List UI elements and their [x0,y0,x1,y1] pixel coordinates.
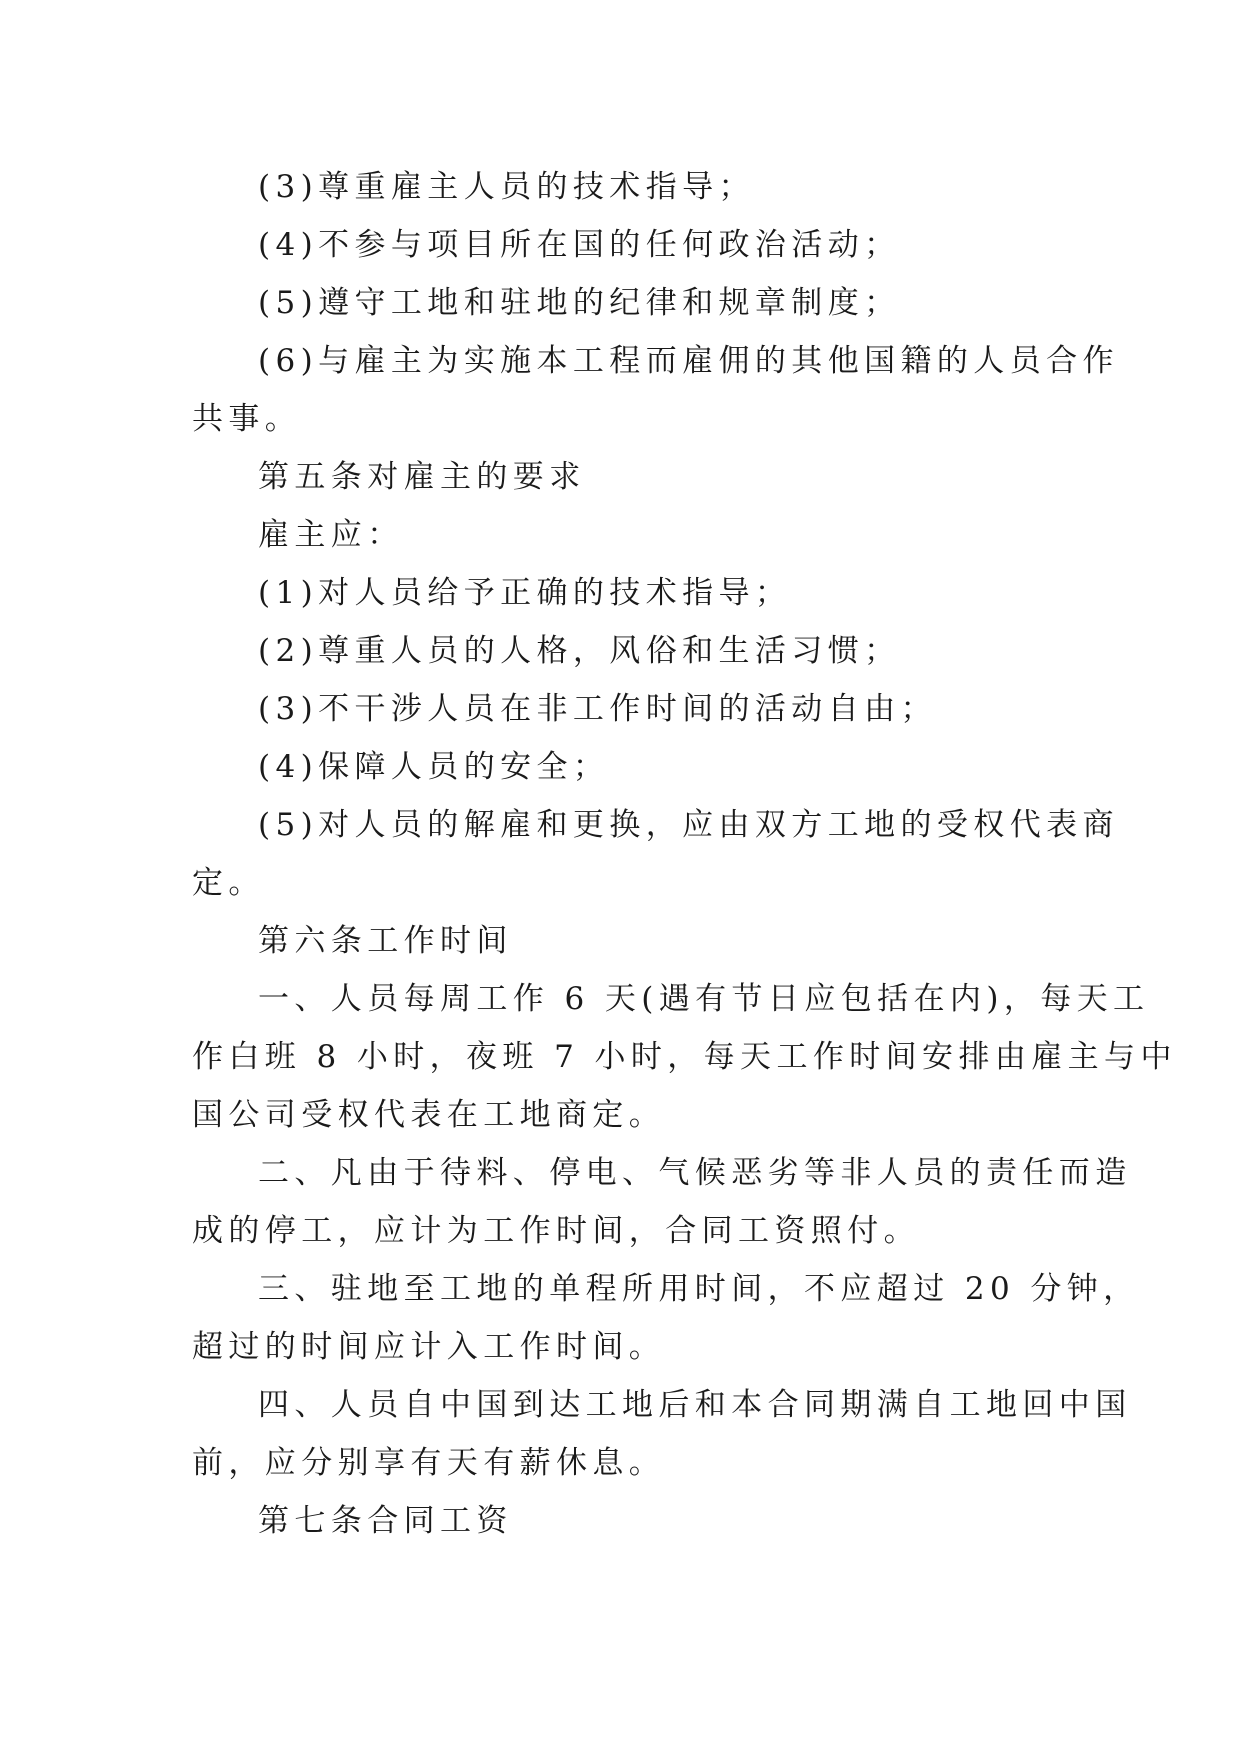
employer-item-1: (1)对人员给予正确的技术指导； [258,575,792,611]
employer-item-4: (4)保障人员的安全； [258,749,610,785]
clause-item-4: (4)不参与项目所在国的任何政治活动； [258,227,901,263]
clause-item-6-continued: 共事。 [192,401,302,437]
employer-item-2: (2)尊重人员的人格，风俗和生活习惯； [258,633,901,669]
clause-item-6: (6)与雇主为实施本工程而雇佣的其他国籍的人员合作 [258,343,1119,379]
work-time-para-1-line-2: 作白班 8 小时，夜班 7 小时，每天工作时间安排由雇主与中 [192,1039,1177,1075]
work-time-para-4-line-2: 前，应分别享有天有薪休息。 [192,1445,666,1481]
clause-item-5: (5)遵守工地和驻地的纪律和规章制度； [258,285,901,321]
employer-item-3: (3)不干涉人员在非工作时间的活动自由； [258,691,937,727]
document-body [192,158,1177,1550]
work-time-para-2-line-2: 成的停工，应计为工作时间，合同工资照付。 [192,1213,920,1249]
article-5-heading: 第五条对雇主的要求 [258,459,586,495]
work-time-para-2: 二、凡由于待料、停电、气候恶劣等非人员的责任而造 [258,1155,1132,1191]
employer-item-5-continued: 定。 [192,865,265,901]
work-time-para-1: 一、人员每周工作 6 天(遇有节日应包括在内)，每天工 [258,981,1150,1017]
work-time-para-3: 三、驻地至工地的单程所用时间，不应超过 20 分钟， [258,1271,1140,1307]
article-7-heading: 第七条合同工资 [258,1503,513,1539]
article-5-intro: 雇主应： [258,517,404,553]
work-time-para-3-line-2: 超过的时间应计入工作时间。 [192,1329,666,1365]
article-6-heading: 第六条工作时间 [258,923,513,959]
clause-item-3: (3)尊重雇主人员的技术指导； [258,169,755,205]
employer-item-5: (5)对人员的解雇和更换，应由双方工地的受权代表商 [258,807,1119,843]
work-time-para-1-line-3: 国公司受权代表在工地商定。 [192,1097,666,1133]
work-time-para-4: 四、人员自中国到达工地后和本合同期满自工地回中国 [258,1387,1132,1423]
